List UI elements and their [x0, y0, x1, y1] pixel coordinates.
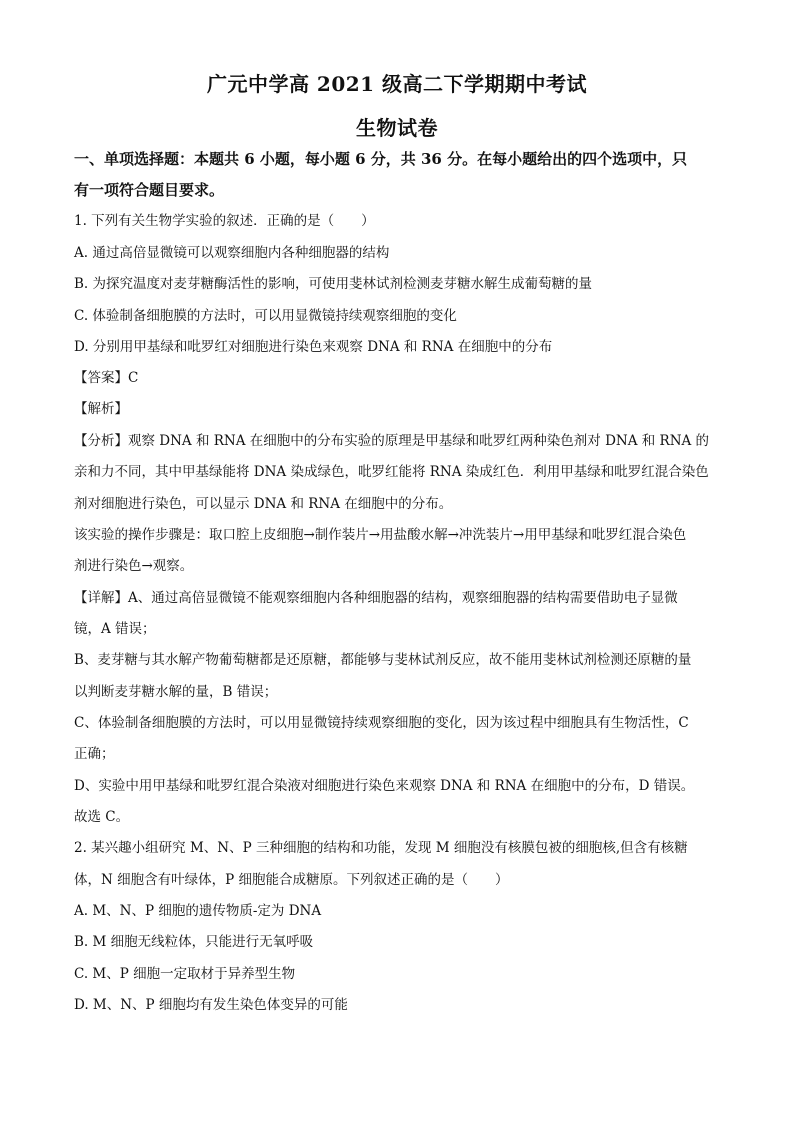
- explanation-line: 正确；: [74, 746, 115, 762]
- question-1-option-a: A. 通过高倍显微镜可以观察细胞内各种细胞器的结构: [74, 245, 390, 261]
- explanation-line: D、实验中用甲基绿和吡罗红混合染液对细胞进行染色来观察 DNA 和 RNA 在细胞中的分布，D 错误。: [74, 778, 695, 794]
- explanation-line: 亲和力不同，其中甲基绿能将 DNA 染成绿色，吡罗红能将 RNA 染成红色．利用甲基绿和吡罗红混合染色: [74, 464, 709, 480]
- explanation-line: 以判断麦芽糖水解的量，B 错误；: [74, 684, 278, 700]
- question-1-analysis-label: 【解析】: [74, 401, 128, 417]
- section-heading: [74, 144, 724, 206]
- question-1-stem: 1. 下列有关生物学实验的叙述．正确的是（ ）: [74, 213, 375, 229]
- question-2-option-c: C. M、P 细胞一定取材于异养型生物: [74, 966, 296, 982]
- section-heading-line-2: 有一项符合题目要求。: [74, 181, 225, 199]
- question-2-stem-line-1: 2. 某兴趣小组研究 M、N、P 三种细胞的结构和功能，发现 M 细胞没有核膜包被的细胞核,但含有核糖: [74, 840, 688, 856]
- question-2-option-a: A. M、N、P 细胞的遗传物质-定为 DNA: [74, 903, 322, 919]
- exam-subtitle: 生物试卷: [356, 116, 438, 140]
- question-1-option-c: C. 体验制备细胞膜的方法时，可以用显微镜持续观察细胞的变化: [74, 308, 457, 324]
- explanation-line: C、体验制备细胞膜的方法时，可以用显微镜持续观察细胞的变化，因为该过程中细胞具有生物活性，C: [74, 715, 689, 731]
- explanation-line: 剂对细胞进行染色，可以显示 DNA 和 RNA 在细胞中的分布。: [74, 496, 453, 512]
- question-1-option-b: B. 为探究温度对麦芽糖酶活性的影响，可使用斐林试剂检测麦芽糖水解生成葡萄糖的量: [74, 276, 593, 292]
- explanation-line: 剂进行染色→观察。: [74, 558, 194, 574]
- explanation-line: B、麦芽糖与其水解产物葡萄糖都是还原糖，都能够与斐林试剂反应，故不能用斐林试剂检测还原糖的量: [74, 652, 692, 668]
- explanation-line: 故选 C。: [74, 809, 130, 825]
- question-1-answer: 【答案】C: [74, 370, 139, 386]
- section-heading-line-1: 一、单项选择题：本题共 6 小题，每小题 6 分，共 36 分。在每小题给出的四个选项中，只: [74, 150, 688, 168]
- explanation-line: 【详解】A、通过高倍显微镜不能观察细胞内各种细胞器的结构，观察细胞器的结构需要借助电子显微: [74, 590, 678, 606]
- explanation-line: 该实验的操作步骤是：取口腔上皮细胞→制作装片→用盐酸水解→冲洗装片→用甲基绿和吡罗红混合染色: [74, 527, 687, 543]
- explanation-line: 镜，A 错误；: [74, 621, 156, 637]
- question-2-option-b: B. M 细胞无线粒体，只能进行无氧呼吸: [74, 934, 314, 950]
- question-2-stem-line-2: 体，N 细胞含有叶绿体，P 细胞能合成糖原。下列叙述正确的是（ ）: [74, 872, 509, 888]
- question-1-option-d: D. 分别用甲基绿和吡罗红对细胞进行染色来观察 DNA 和 RNA 在细胞中的分布: [74, 339, 553, 355]
- exam-title: 广元中学高 2021 级高二下学期期中考试: [206, 72, 588, 96]
- explanation-line: 【分析】观察 DNA 和 RNA 在细胞中的分布实验的原理是甲基绿和吡罗红两种染色剂对 DNA 和 RNA 的: [74, 433, 710, 449]
- question-2-option-d: D. M、N、P 细胞均有发生染色体变异的可能: [74, 997, 348, 1013]
